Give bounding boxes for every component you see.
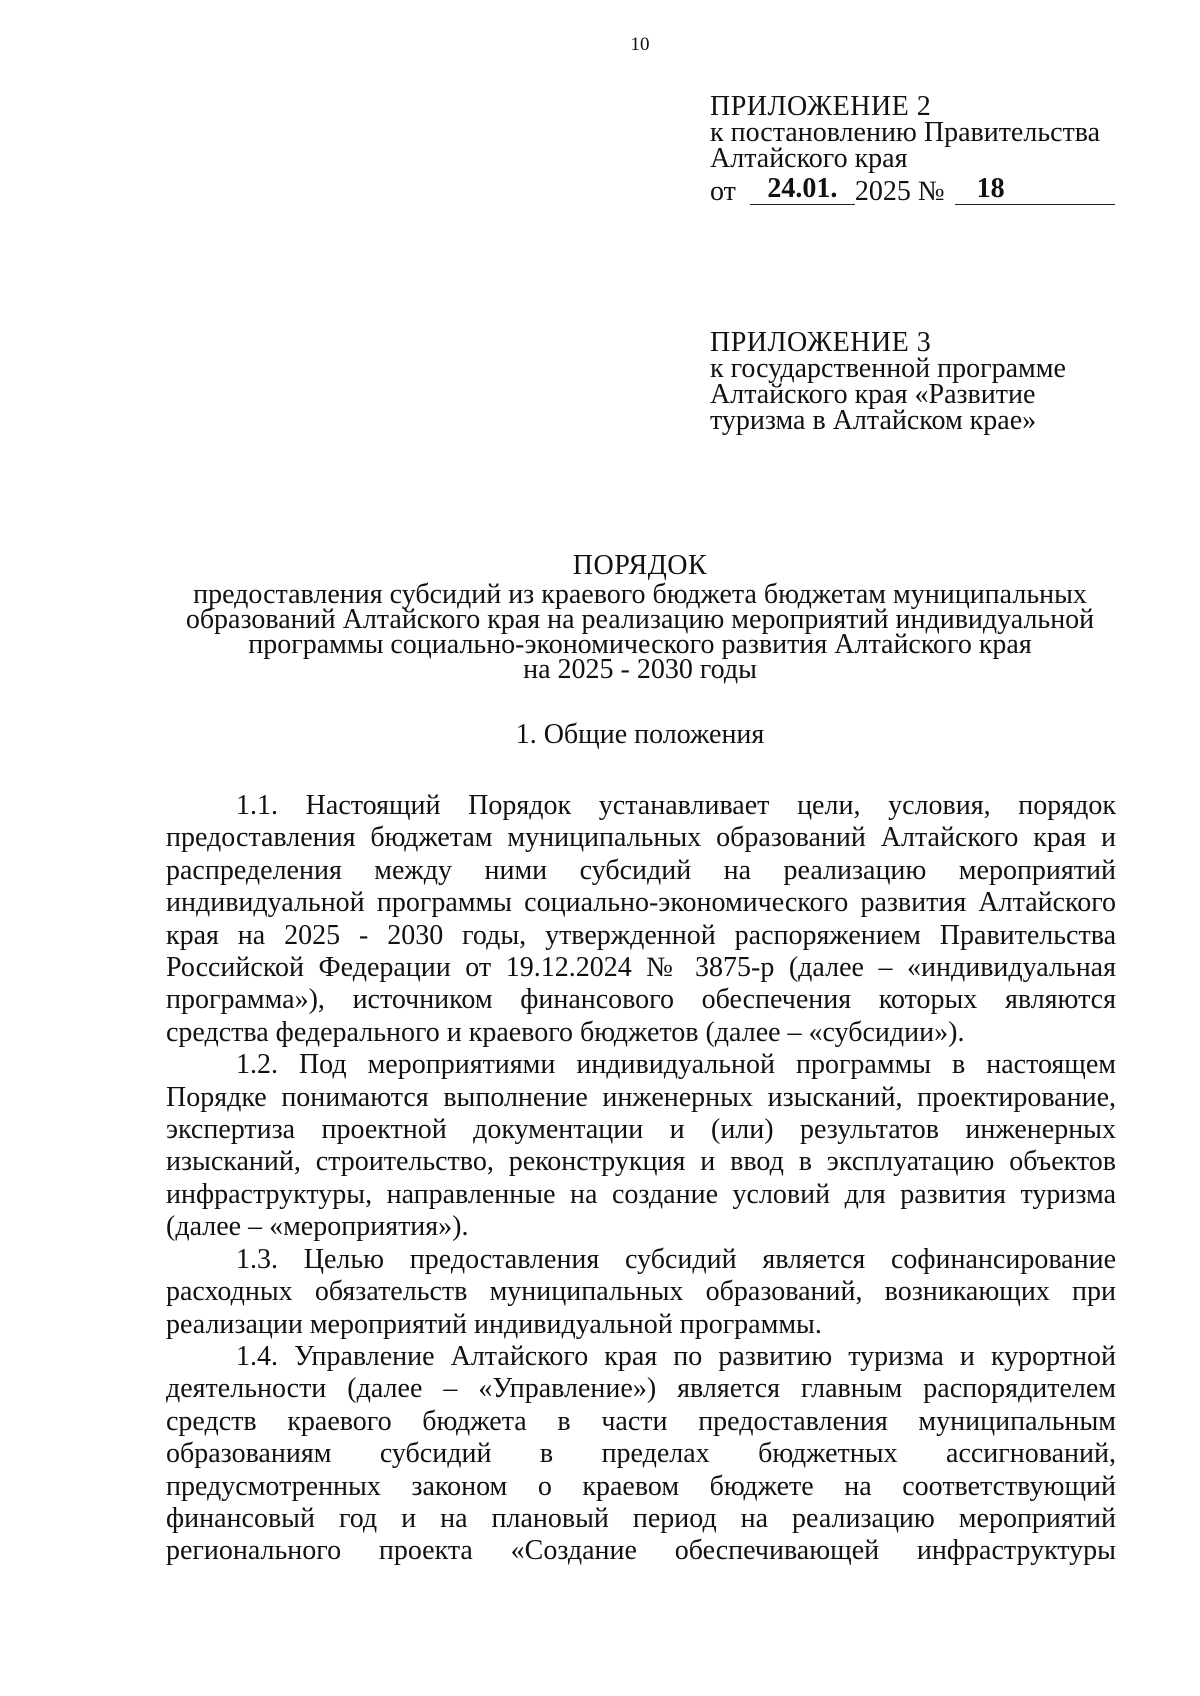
- paragraph-1-1: 1.1. Настоящий Порядок устанавливает цели, условия, порядок предоставления бюджетам муниципальных образований Алтайского края и распределения между ними субсидий на реализацию мероприятий индивидуальной программы социально-экономического развития Алтайского края на 2025 - 2030 годы, утвержденной распоряжением Правительства Российской Федерации от 19.12.2024 № 3875-р (далее – «индивидуальная программа»), источником финансового обеспечения которых являются средства федерального и краевого бюджетов (далее – «субсидии»).: [166, 790, 1116, 1048]
- decree-number: 18: [955, 176, 1115, 205]
- document-body: [166, 790, 1116, 1568]
- page-number: 10: [630, 34, 650, 55]
- appendix-3-line-2: Алтайского края «Развитие: [710, 379, 1036, 410]
- paragraph-1-4: 1.4. Управление Алтайского края по развитию туризма и курортной деятельности (далее – «Управление») является главным распорядителем средств краевого бюджета в части предоставления муниципальным образованиям субсидий в пределах бюджетных ассигнований, предусмотренных законом о краевом бюджете на соответствующий финансовый год и на плановый период на реализацию мероприятий регионального проекта «Создание обеспечивающей инфраструктуры: [166, 1340, 1116, 1567]
- subtitle-line: образований Алтайского края на реализацию мероприятий индивидуальной: [185, 604, 1095, 635]
- appendix-2-line-1: к постановлению Правительства: [710, 117, 1101, 148]
- paragraph-1-2: 1.2. Под мероприятиями индивидуальной программы в настоящем Порядке понимаются выполнение инженерных изысканий, проектирование, экспертиза проектной документации и (или) результатов инженерных изысканий, строительство, реконструкция и ввод в эксплуатацию объектов инфраструктуры, направленные на создание условий для развития туризма (далее – «мероприятия»).: [166, 1049, 1116, 1243]
- subtitle-line: программы социально-экономического развития Алтайского края: [248, 629, 1032, 660]
- appendix-2-line-2: Алтайского края: [710, 143, 908, 174]
- section-heading: 1. Общие положения: [515, 719, 765, 750]
- date-prefix: от: [710, 176, 736, 207]
- date-value: 24.01.: [750, 176, 855, 205]
- document-subtitle: [0, 579, 1200, 685]
- appendix-3-block: [710, 327, 1066, 436]
- document-title: ПОРЯДОК: [572, 550, 708, 581]
- appendix-3-title: ПРИЛОЖЕНИЕ 3: [710, 327, 932, 358]
- paragraph-1-3: 1.3. Целью предоставления субсидий является софинансирование расходных обязательств муниципальных образований, возникающих при реализации мероприятий индивидуальной программы.: [166, 1243, 1116, 1340]
- appendix-2-dateline: [710, 173, 1115, 207]
- appendix-2-title: ПРИЛОЖЕНИЕ 2: [710, 91, 932, 122]
- appendix-2-block: [710, 91, 1115, 207]
- subtitle-line: предоставления субсидий из краевого бюджета бюджетам муниципальных: [193, 579, 1087, 610]
- appendix-3-line-3: туризма в Алтайском крае»: [710, 405, 1037, 436]
- subtitle-line: на 2025 - 2030 годы: [523, 654, 757, 685]
- year-and-number-sign: 2025 №: [854, 176, 945, 207]
- appendix-3-line-1: к государственной программе: [710, 353, 1066, 384]
